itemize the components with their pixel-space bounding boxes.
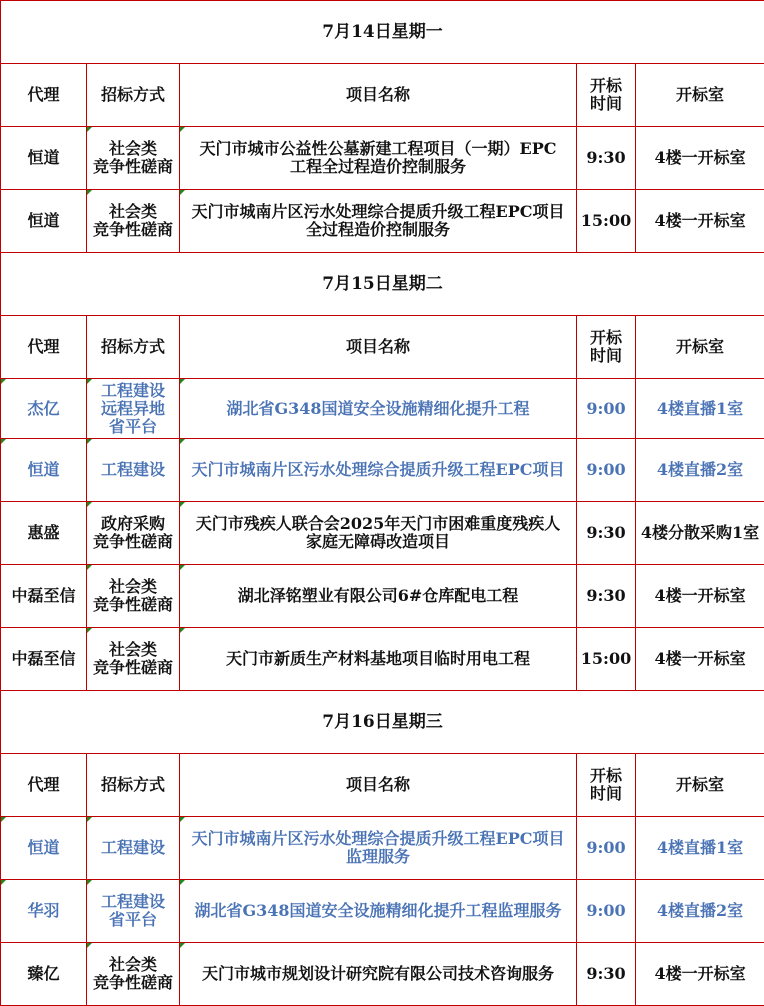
cell-method: 政府采购 竞争性磋商: [87, 502, 180, 565]
cell-method: 工程建设: [87, 817, 180, 880]
cell-agent: 恒道: [1, 127, 87, 190]
cell-room: 4楼一开标室: [636, 190, 764, 253]
cell-agent: 恒道: [1, 439, 87, 502]
header-method: 招标方式: [87, 64, 180, 127]
cell-room: 4楼一开标室: [636, 628, 764, 691]
table-row: [1, 628, 764, 691]
cell-method: 社会类 竞争性磋商: [87, 127, 180, 190]
cell-time: 9:30: [577, 502, 636, 565]
cell-agent: 臻亿: [1, 943, 87, 1006]
header-room: 开标室: [636, 754, 764, 817]
cell-room: 4楼直播2室: [636, 439, 764, 502]
header-time: 开标 时间: [577, 754, 636, 817]
cell-method: 工程建设 省平台: [87, 880, 180, 943]
cell-project: 天门市城南片区污水处理综合提质升级工程EPC项目 全过程造价控制服务: [180, 190, 577, 253]
cell-method: 社会类 竞争性磋商: [87, 190, 180, 253]
schedule-body: [1, 1, 764, 1006]
cell-project: 湖北省G348国道安全设施精细化提升工程监理服务: [180, 880, 577, 943]
table-row: [1, 379, 764, 439]
cell-time: 15:00: [577, 190, 636, 253]
header-method: 招标方式: [87, 754, 180, 817]
cell-time: 9:00: [577, 880, 636, 943]
cell-time: 9:30: [577, 127, 636, 190]
table-row: [1, 880, 764, 943]
header-agent: 代理: [1, 64, 87, 127]
cell-project: 天门市新质生产材料基地项目临时用电工程: [180, 628, 577, 691]
table-row: [1, 817, 764, 880]
table-row: [1, 439, 764, 502]
header-method: 招标方式: [87, 316, 180, 379]
header-agent: 代理: [1, 754, 87, 817]
header-project: 项目名称: [180, 316, 577, 379]
cell-project: 天门市城市公益性公墓新建工程项目（一期）EPC 工程全过程造价控制服务: [180, 127, 577, 190]
cell-project: 天门市城市规划设计研究院有限公司技术咨询服务: [180, 943, 577, 1006]
cell-time: 9:30: [577, 943, 636, 1006]
cell-project: 天门市城南片区污水处理综合提质升级工程EPC项目 监理服务: [180, 817, 577, 880]
header-agent: 代理: [1, 316, 87, 379]
table-row: [1, 127, 764, 190]
cell-agent: 恒道: [1, 190, 87, 253]
day-title-row: [1, 1, 764, 64]
cell-method: 工程建设: [87, 439, 180, 502]
cell-agent: 中磊至信: [1, 565, 87, 628]
cell-agent: 中磊至信: [1, 628, 87, 691]
day-title: 7月14日星期一: [1, 1, 764, 64]
cell-project: 湖北泽铭塑业有限公司6#仓库配电工程: [180, 565, 577, 628]
cell-project: 湖北省G348国道安全设施精细化提升工程: [180, 379, 577, 439]
day-title: 7月16日星期三: [1, 691, 764, 754]
cell-time: 9:30: [577, 565, 636, 628]
cell-room: 4楼直播1室: [636, 817, 764, 880]
cell-time: 9:00: [577, 439, 636, 502]
header-time: 开标 时间: [577, 316, 636, 379]
cell-room: 4楼一开标室: [636, 565, 764, 628]
table-row: [1, 565, 764, 628]
cell-method: 工程建设 远程异地 省平台: [87, 379, 180, 439]
cell-room: 4楼分散采购1室: [636, 502, 764, 565]
cell-agent: 杰亿: [1, 379, 87, 439]
cell-agent: 华羽: [1, 880, 87, 943]
cell-agent: 恒道: [1, 817, 87, 880]
table-row: [1, 190, 764, 253]
header-project: 项目名称: [180, 754, 577, 817]
table-row: [1, 943, 764, 1006]
header-row: [1, 754, 764, 817]
cell-room: 4楼直播1室: [636, 379, 764, 439]
cell-agent: 惠盛: [1, 502, 87, 565]
cell-method: 社会类 竞争性磋商: [87, 565, 180, 628]
table-row: [1, 502, 764, 565]
cell-room: 4楼一开标室: [636, 127, 764, 190]
cell-room: 4楼直播2室: [636, 880, 764, 943]
cell-method: 社会类 竞争性磋商: [87, 628, 180, 691]
cell-time: 9:00: [577, 379, 636, 439]
cell-room: 4楼一开标室: [636, 943, 764, 1006]
day-title-row: [1, 253, 764, 316]
day-title-row: [1, 691, 764, 754]
header-row: [1, 316, 764, 379]
cell-project: 天门市残疾人联合会2025年天门市困难重度残疾人 家庭无障碍改造项目: [180, 502, 577, 565]
day-title: 7月15日星期二: [1, 253, 764, 316]
header-room: 开标室: [636, 316, 764, 379]
header-time: 开标 时间: [577, 64, 636, 127]
cell-time: 15:00: [577, 628, 636, 691]
cell-project: 天门市城南片区污水处理综合提质升级工程EPC项目: [180, 439, 577, 502]
header-project: 项目名称: [180, 64, 577, 127]
header-row: [1, 64, 764, 127]
header-room: 开标室: [636, 64, 764, 127]
cell-method: 社会类 竞争性磋商: [87, 943, 180, 1006]
cell-time: 9:00: [577, 817, 636, 880]
